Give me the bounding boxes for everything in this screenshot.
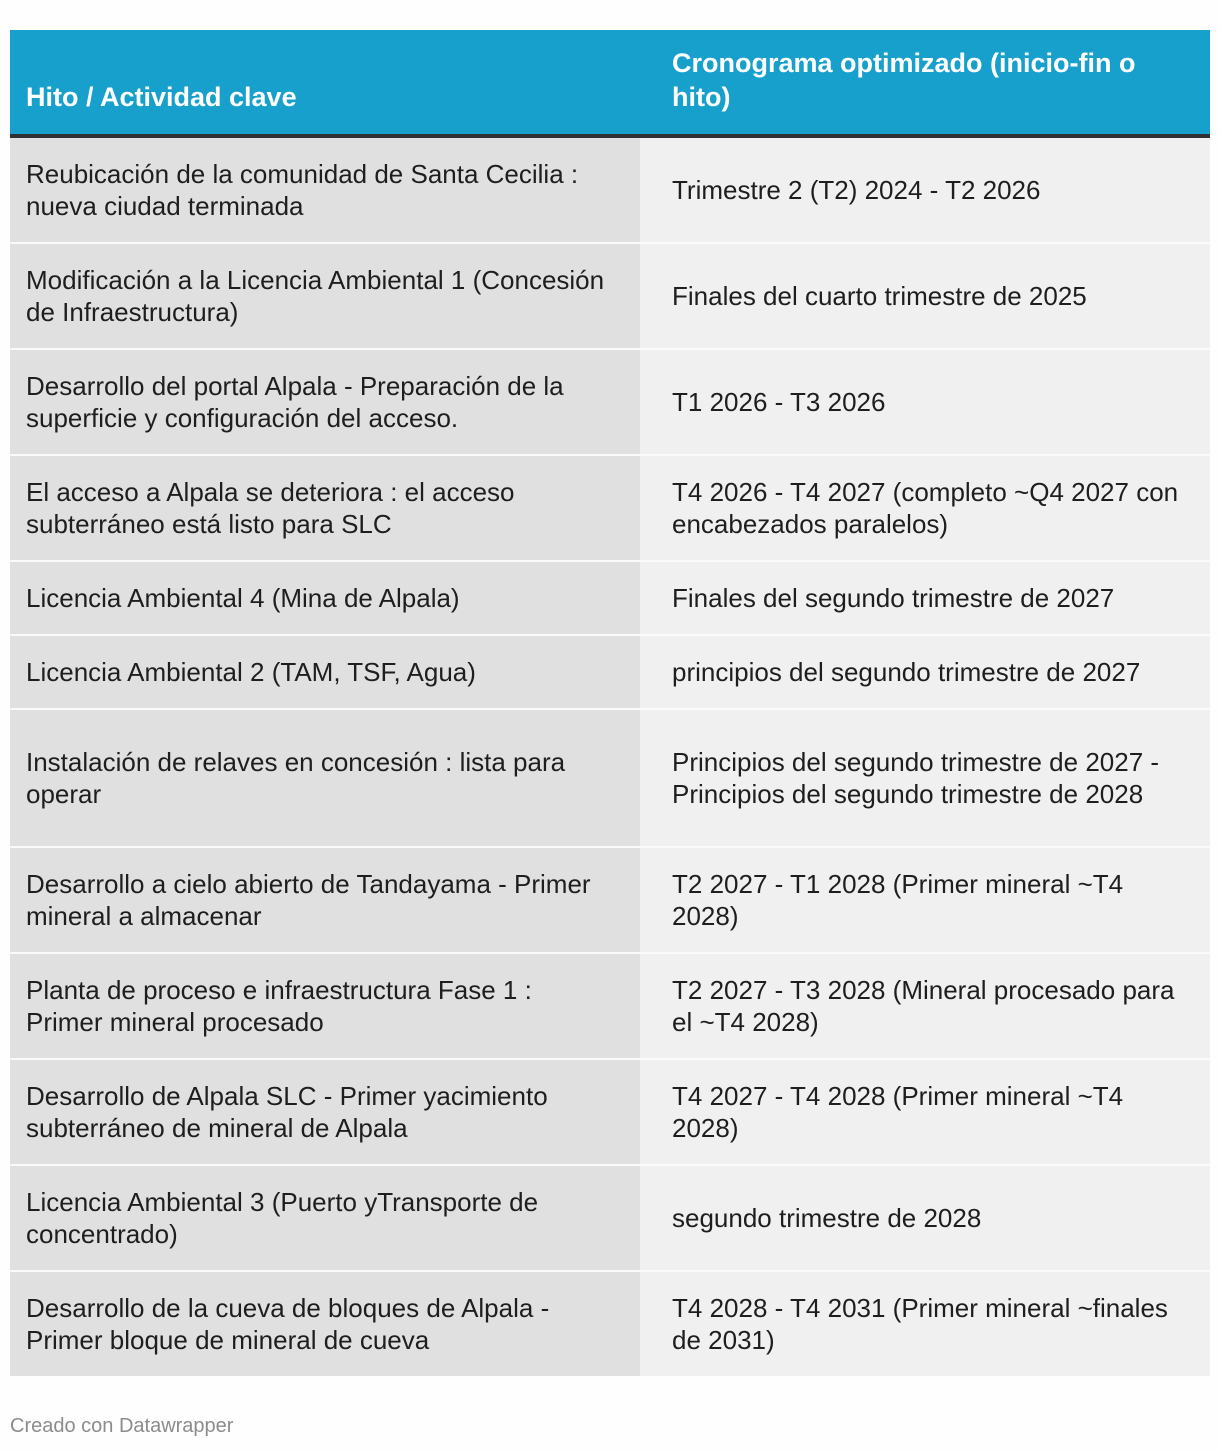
table-body xyxy=(10,138,1210,1376)
milestone-cell: Licencia Ambiental 4 (Mina de Alpala) xyxy=(10,562,640,636)
milestone-cell: Reubicación de la comunidad de Santa Cecilia : nueva ciudad terminada xyxy=(10,138,640,244)
schedule-cell: Finales del cuarto trimestre de 2025 xyxy=(640,244,1210,350)
schedule-cell: principios del segundo trimestre de 2027 xyxy=(640,636,1210,710)
table-row xyxy=(10,710,1210,848)
table-row xyxy=(10,244,1210,350)
schedule-cell: T2 2027 - T3 2028 (Mineral procesado para el ~T4 2028) xyxy=(640,954,1210,1060)
milestone-cell: El acceso a Alpala se deteriora : el acceso subterráneo está listo para SLC xyxy=(10,456,640,562)
table-row xyxy=(10,562,1210,636)
schedule-cell: T2 2027 - T1 2028 (Primer mineral ~T4 2028) xyxy=(640,848,1210,954)
header-milestone: Hito / Actividad clave xyxy=(26,82,297,112)
table-header xyxy=(10,30,1210,138)
schedule-cell: Principios del segundo trimestre de 2027 - Principios del segundo trimestre de 2028 xyxy=(640,710,1210,848)
milestone-table xyxy=(10,30,1210,1376)
schedule-cell: T1 2026 - T3 2026 xyxy=(640,350,1210,456)
table-row xyxy=(10,350,1210,456)
milestone-cell: Licencia Ambiental 3 (Puerto yTransporte de concentrado) xyxy=(10,1166,640,1272)
milestone-cell: Desarrollo del portal Alpala - Preparación de la superficie y configuración del acceso. xyxy=(10,350,640,456)
datawrapper-credit[interactable]: Creado con Datawrapper xyxy=(10,1415,234,1437)
schedule-cell: Trimestre 2 (T2) 2024 - T2 2026 xyxy=(640,138,1210,244)
table-row xyxy=(10,138,1210,244)
milestone-cell: Desarrollo de la cueva de bloques de Alpala - Primer bloque de mineral de cueva xyxy=(10,1272,640,1376)
table-row xyxy=(10,848,1210,954)
milestone-cell: Modificación a la Licencia Ambiental 1 (Concesión de Infraestructura) xyxy=(10,244,640,350)
schedule-cell: segundo trimestre de 2028 xyxy=(640,1166,1210,1272)
schedule-cell: Finales del segundo trimestre de 2027 xyxy=(640,562,1210,636)
milestone-cell: Planta de proceso e infraestructura Fase 1 : Primer mineral procesado xyxy=(10,954,640,1060)
schedule-cell: T4 2027 - T4 2028 (Primer mineral ~T4 2028) xyxy=(640,1060,1210,1166)
schedule-cell: T4 2026 - T4 2027 (completo ~Q4 2027 con encabezados paralelos) xyxy=(640,456,1210,562)
header-schedule: Cronograma optimizado (inicio-fin o hito) xyxy=(672,48,1136,112)
milestone-cell: Instalación de relaves en concesión : lista para operar xyxy=(10,710,640,848)
table-row xyxy=(10,456,1210,562)
table-row xyxy=(10,1060,1210,1166)
table-row xyxy=(10,636,1210,710)
table-row xyxy=(10,1272,1210,1376)
table-row xyxy=(10,954,1210,1060)
milestone-cell: Desarrollo de Alpala SLC - Primer yacimiento subterráneo de mineral de Alpala xyxy=(10,1060,640,1166)
milestone-cell: Desarrollo a cielo abierto de Tandayama - Primer mineral a almacenar xyxy=(10,848,640,954)
milestone-cell: Licencia Ambiental 2 (TAM, TSF, Agua) xyxy=(10,636,640,710)
schedule-cell: T4 2028 - T4 2031 (Primer mineral ~finales de 2031) xyxy=(640,1272,1210,1376)
table-row xyxy=(10,1166,1210,1272)
